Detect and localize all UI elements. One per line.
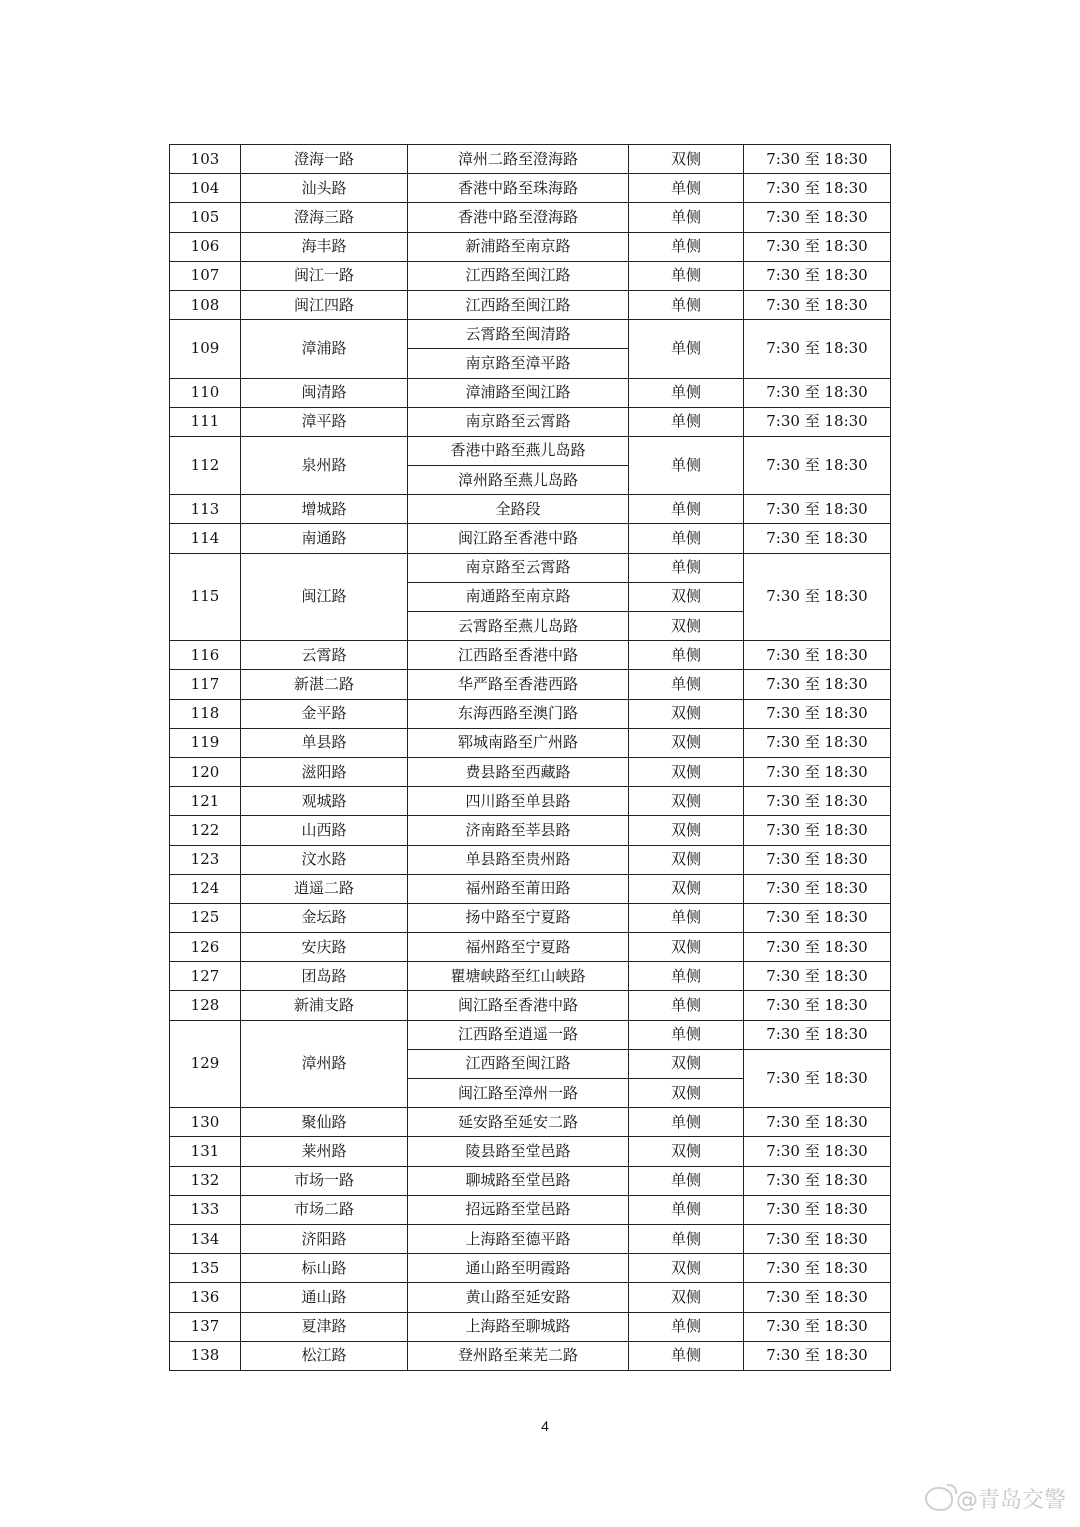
parking-side-cell: 单侧 bbox=[629, 962, 744, 991]
table-row bbox=[170, 874, 891, 903]
parking-side-cell: 双侧 bbox=[629, 933, 744, 962]
table-row bbox=[170, 524, 891, 553]
row-number-cell: 120 bbox=[170, 757, 241, 786]
time-window-cell: 7:30 至 18:30 bbox=[744, 145, 891, 174]
road-name-cell: 闽江四路 bbox=[241, 290, 408, 319]
parking-side-cell: 单侧 bbox=[629, 641, 744, 670]
table-row bbox=[170, 933, 891, 962]
time-window-cell: 7:30 至 18:30 bbox=[744, 1195, 891, 1224]
row-number-cell: 108 bbox=[170, 290, 241, 319]
no-parking-roads-table bbox=[169, 144, 891, 1371]
road-name-cell: 莱州路 bbox=[241, 1137, 408, 1166]
road-section-cell: 福州路至莆田路 bbox=[408, 874, 629, 903]
time-window-cell: 7:30 至 18:30 bbox=[744, 436, 891, 494]
table-body bbox=[170, 145, 891, 1371]
parking-side-cell: 单侧 bbox=[629, 174, 744, 203]
table-row bbox=[170, 962, 891, 991]
road-section-cell: 东海西路至澳门路 bbox=[408, 699, 629, 728]
road-section-cell: 江西路至逍遥一路 bbox=[408, 1020, 629, 1049]
road-name-cell: 团岛路 bbox=[241, 962, 408, 991]
row-number-cell: 105 bbox=[170, 203, 241, 232]
table-row bbox=[170, 1108, 891, 1137]
row-number-cell: 122 bbox=[170, 816, 241, 845]
page-number: 4 bbox=[541, 1418, 549, 1434]
time-window-cell: 7:30 至 18:30 bbox=[744, 553, 891, 641]
road-name-cell: 通山路 bbox=[241, 1283, 408, 1312]
table-row bbox=[170, 1020, 891, 1049]
table-row bbox=[170, 699, 891, 728]
time-window-cell: 7:30 至 18:30 bbox=[744, 670, 891, 699]
table-row bbox=[170, 203, 891, 232]
road-name-cell: 逍遥二路 bbox=[241, 874, 408, 903]
parking-side-cell: 双侧 bbox=[629, 874, 744, 903]
table-row bbox=[170, 903, 891, 932]
road-name-cell: 闽江一路 bbox=[241, 261, 408, 290]
parking-side-cell: 单侧 bbox=[629, 524, 744, 553]
table-row bbox=[170, 670, 891, 699]
parking-side-cell: 单侧 bbox=[629, 232, 744, 261]
road-section-cell: 云霄路至燕儿岛路 bbox=[408, 612, 629, 641]
road-name-cell: 市场一路 bbox=[241, 1166, 408, 1195]
table-row bbox=[170, 1312, 891, 1341]
time-window-cell: 7:30 至 18:30 bbox=[744, 320, 891, 378]
row-number-cell: 113 bbox=[170, 495, 241, 524]
road-name-cell: 观城路 bbox=[241, 787, 408, 816]
row-number-cell: 133 bbox=[170, 1195, 241, 1224]
road-name-cell: 澄海一路 bbox=[241, 145, 408, 174]
time-window-cell: 7:30 至 18:30 bbox=[744, 699, 891, 728]
table-row bbox=[170, 1254, 891, 1283]
row-number-cell: 112 bbox=[170, 436, 241, 494]
parking-side-cell: 单侧 bbox=[629, 1312, 744, 1341]
row-number-cell: 136 bbox=[170, 1283, 241, 1312]
row-number-cell: 111 bbox=[170, 407, 241, 436]
table-row bbox=[170, 290, 891, 319]
row-number-cell: 127 bbox=[170, 962, 241, 991]
parking-side-cell: 双侧 bbox=[629, 728, 744, 757]
row-number-cell: 114 bbox=[170, 524, 241, 553]
road-section-cell: 费县路至西藏路 bbox=[408, 757, 629, 786]
table-row bbox=[170, 1137, 891, 1166]
road-section-cell: 江西路至闽江路 bbox=[408, 1049, 629, 1078]
parking-side-cell: 单侧 bbox=[629, 495, 744, 524]
parking-side-cell: 单侧 bbox=[629, 553, 744, 582]
row-number-cell: 135 bbox=[170, 1254, 241, 1283]
road-section-cell: 郓城南路至广州路 bbox=[408, 728, 629, 757]
row-number-cell: 121 bbox=[170, 787, 241, 816]
time-window-cell: 7:30 至 18:30 bbox=[744, 874, 891, 903]
time-window-cell: 7:30 至 18:30 bbox=[744, 962, 891, 991]
road-section-cell: 江西路至闽江路 bbox=[408, 290, 629, 319]
road-name-cell: 闽江路 bbox=[241, 553, 408, 641]
road-name-cell: 漳平路 bbox=[241, 407, 408, 436]
road-section-cell: 单县路至贵州路 bbox=[408, 845, 629, 874]
table-row bbox=[170, 320, 891, 349]
road-name-cell: 泉州路 bbox=[241, 436, 408, 494]
road-name-cell: 夏津路 bbox=[241, 1312, 408, 1341]
road-section-cell: 聊城路至堂邑路 bbox=[408, 1166, 629, 1195]
parking-side-cell: 单侧 bbox=[629, 1108, 744, 1137]
table-row bbox=[170, 1166, 891, 1195]
road-section-cell: 上海路至聊城路 bbox=[408, 1312, 629, 1341]
table-row bbox=[170, 757, 891, 786]
time-window-cell: 7:30 至 18:30 bbox=[744, 1312, 891, 1341]
row-number-cell: 137 bbox=[170, 1312, 241, 1341]
road-section-cell: 香港中路至澄海路 bbox=[408, 203, 629, 232]
parking-side-cell: 单侧 bbox=[629, 670, 744, 699]
road-section-cell: 陵县路至堂邑路 bbox=[408, 1137, 629, 1166]
parking-side-cell: 双侧 bbox=[629, 757, 744, 786]
table-row bbox=[170, 1283, 891, 1312]
road-section-cell: 南通路至南京路 bbox=[408, 582, 629, 611]
time-window-cell: 7:30 至 18:30 bbox=[744, 816, 891, 845]
row-number-cell: 110 bbox=[170, 378, 241, 407]
table-row bbox=[170, 495, 891, 524]
road-section-cell: 闽江路至香港中路 bbox=[408, 524, 629, 553]
row-number-cell: 103 bbox=[170, 145, 241, 174]
time-window-cell: 7:30 至 18:30 bbox=[744, 933, 891, 962]
parking-side-cell: 双侧 bbox=[629, 845, 744, 874]
row-number-cell: 130 bbox=[170, 1108, 241, 1137]
road-section-cell: 瞿塘峡路至红山峡路 bbox=[408, 962, 629, 991]
row-number-cell: 118 bbox=[170, 699, 241, 728]
road-name-cell: 漳州路 bbox=[241, 1020, 408, 1108]
row-number-cell: 109 bbox=[170, 320, 241, 378]
row-number-cell: 129 bbox=[170, 1020, 241, 1108]
road-section-cell: 华严路至香港西路 bbox=[408, 670, 629, 699]
table-row bbox=[170, 232, 891, 261]
time-window-cell: 7:30 至 18:30 bbox=[744, 903, 891, 932]
road-section-cell: 江西路至香港中路 bbox=[408, 641, 629, 670]
table-row bbox=[170, 145, 891, 174]
road-section-cell: 全路段 bbox=[408, 495, 629, 524]
road-name-cell: 汕头路 bbox=[241, 174, 408, 203]
time-window-cell: 7:30 至 18:30 bbox=[744, 261, 891, 290]
row-number-cell: 138 bbox=[170, 1341, 241, 1370]
time-window-cell: 7:30 至 18:30 bbox=[744, 203, 891, 232]
road-name-cell: 滋阳路 bbox=[241, 757, 408, 786]
road-name-cell: 海丰路 bbox=[241, 232, 408, 261]
time-window-cell: 7:30 至 18:30 bbox=[744, 495, 891, 524]
table-row bbox=[170, 407, 891, 436]
time-window-cell: 7:30 至 18:30 bbox=[744, 174, 891, 203]
time-window-cell: 7:30 至 18:30 bbox=[744, 757, 891, 786]
road-section-cell: 上海路至德平路 bbox=[408, 1224, 629, 1253]
road-name-cell: 新浦支路 bbox=[241, 991, 408, 1020]
parking-side-cell: 双侧 bbox=[629, 582, 744, 611]
road-name-cell: 云霄路 bbox=[241, 641, 408, 670]
road-section-cell: 济南路至莘县路 bbox=[408, 816, 629, 845]
road-name-cell: 增城路 bbox=[241, 495, 408, 524]
row-number-cell: 126 bbox=[170, 933, 241, 962]
road-section-cell: 登州路至莱芜二路 bbox=[408, 1341, 629, 1370]
row-number-cell: 134 bbox=[170, 1224, 241, 1253]
table-row bbox=[170, 1341, 891, 1370]
table-row bbox=[170, 991, 891, 1020]
time-window-cell: 7:30 至 18:30 bbox=[744, 524, 891, 553]
road-section-cell: 四川路至单县路 bbox=[408, 787, 629, 816]
parking-side-cell: 单侧 bbox=[629, 1224, 744, 1253]
road-name-cell: 聚仙路 bbox=[241, 1108, 408, 1137]
time-window-cell: 7:30 至 18:30 bbox=[744, 1224, 891, 1253]
parking-side-cell: 单侧 bbox=[629, 903, 744, 932]
row-number-cell: 117 bbox=[170, 670, 241, 699]
road-name-cell: 单县路 bbox=[241, 728, 408, 757]
road-name-cell: 金坛路 bbox=[241, 903, 408, 932]
time-window-cell: 7:30 至 18:30 bbox=[744, 290, 891, 319]
row-number-cell: 116 bbox=[170, 641, 241, 670]
road-name-cell: 澄海三路 bbox=[241, 203, 408, 232]
road-section-cell: 香港中路至珠海路 bbox=[408, 174, 629, 203]
road-name-cell: 金平路 bbox=[241, 699, 408, 728]
row-number-cell: 123 bbox=[170, 845, 241, 874]
table-row bbox=[170, 787, 891, 816]
road-name-cell: 南通路 bbox=[241, 524, 408, 553]
road-section-cell: 闽江路至漳州一路 bbox=[408, 1079, 629, 1108]
row-number-cell: 106 bbox=[170, 232, 241, 261]
time-window-cell: 7:30 至 18:30 bbox=[744, 1341, 891, 1370]
parking-side-cell: 双侧 bbox=[629, 699, 744, 728]
time-window-cell: 7:30 至 18:30 bbox=[744, 1049, 891, 1107]
road-name-cell: 闽清路 bbox=[241, 378, 408, 407]
parking-side-cell: 单侧 bbox=[629, 261, 744, 290]
time-window-cell: 7:30 至 18:30 bbox=[744, 407, 891, 436]
time-window-cell: 7:30 至 18:30 bbox=[744, 728, 891, 757]
time-window-cell: 7:30 至 18:30 bbox=[744, 1137, 891, 1166]
row-number-cell: 131 bbox=[170, 1137, 241, 1166]
time-window-cell: 7:30 至 18:30 bbox=[744, 1020, 891, 1049]
time-window-cell: 7:30 至 18:30 bbox=[744, 991, 891, 1020]
table-row bbox=[170, 436, 891, 465]
row-number-cell: 104 bbox=[170, 174, 241, 203]
road-name-cell: 标山路 bbox=[241, 1254, 408, 1283]
parking-side-cell: 单侧 bbox=[629, 1195, 744, 1224]
road-name-cell: 汶水路 bbox=[241, 845, 408, 874]
road-section-cell: 闽江路至香港中路 bbox=[408, 991, 629, 1020]
road-section-cell: 黄山路至延安路 bbox=[408, 1283, 629, 1312]
weibo-icon bbox=[925, 1487, 953, 1511]
road-section-cell: 福州路至宁夏路 bbox=[408, 933, 629, 962]
watermark-text: @青岛交警 bbox=[955, 1488, 1066, 1513]
road-section-cell: 南京路至云霄路 bbox=[408, 407, 629, 436]
parking-side-cell: 双侧 bbox=[629, 612, 744, 641]
road-name-cell: 市场二路 bbox=[241, 1195, 408, 1224]
parking-side-cell: 单侧 bbox=[629, 378, 744, 407]
row-number-cell: 125 bbox=[170, 903, 241, 932]
row-number-cell: 128 bbox=[170, 991, 241, 1020]
row-number-cell: 107 bbox=[170, 261, 241, 290]
parking-side-cell: 双侧 bbox=[629, 1079, 744, 1108]
row-number-cell: 119 bbox=[170, 728, 241, 757]
road-section-cell: 漳州路至燕儿岛路 bbox=[408, 466, 629, 495]
row-number-cell: 115 bbox=[170, 553, 241, 641]
time-window-cell: 7:30 至 18:30 bbox=[744, 1108, 891, 1137]
table-row bbox=[170, 728, 891, 757]
table-row bbox=[170, 845, 891, 874]
road-name-cell: 新湛二路 bbox=[241, 670, 408, 699]
parking-side-cell: 单侧 bbox=[629, 436, 744, 494]
road-section-cell: 南京路至云霄路 bbox=[408, 553, 629, 582]
road-name-cell: 安庆路 bbox=[241, 933, 408, 962]
road-name-cell: 松江路 bbox=[241, 1341, 408, 1370]
parking-side-cell: 单侧 bbox=[629, 1166, 744, 1195]
parking-side-cell: 双侧 bbox=[629, 787, 744, 816]
parking-side-cell: 单侧 bbox=[629, 1020, 744, 1049]
table-row bbox=[170, 553, 891, 582]
road-section-cell: 延安路至延安二路 bbox=[408, 1108, 629, 1137]
time-window-cell: 7:30 至 18:30 bbox=[744, 641, 891, 670]
road-section-cell: 扬中路至宁夏路 bbox=[408, 903, 629, 932]
road-section-cell: 漳浦路至闽江路 bbox=[408, 378, 629, 407]
parking-side-cell: 双侧 bbox=[629, 1283, 744, 1312]
road-section-cell: 香港中路至燕儿岛路 bbox=[408, 436, 629, 465]
road-name-cell: 山西路 bbox=[241, 816, 408, 845]
parking-side-cell: 单侧 bbox=[629, 203, 744, 232]
time-window-cell: 7:30 至 18:30 bbox=[744, 1166, 891, 1195]
table-row bbox=[170, 1195, 891, 1224]
road-section-cell: 招远路至堂邑路 bbox=[408, 1195, 629, 1224]
time-window-cell: 7:30 至 18:30 bbox=[744, 787, 891, 816]
road-section-cell: 南京路至漳平路 bbox=[408, 349, 629, 378]
parking-side-cell: 单侧 bbox=[629, 407, 744, 436]
row-number-cell: 132 bbox=[170, 1166, 241, 1195]
weibo-watermark bbox=[925, 1483, 1066, 1514]
time-window-cell: 7:30 至 18:30 bbox=[744, 1254, 891, 1283]
parking-side-cell: 单侧 bbox=[629, 320, 744, 378]
road-section-cell: 新浦路至南京路 bbox=[408, 232, 629, 261]
parking-side-cell: 单侧 bbox=[629, 290, 744, 319]
parking-side-cell: 单侧 bbox=[629, 1341, 744, 1370]
parking-side-cell: 单侧 bbox=[629, 991, 744, 1020]
table-row bbox=[170, 816, 891, 845]
parking-side-cell: 双侧 bbox=[629, 1137, 744, 1166]
row-number-cell: 124 bbox=[170, 874, 241, 903]
parking-side-cell: 双侧 bbox=[629, 1049, 744, 1078]
time-window-cell: 7:30 至 18:30 bbox=[744, 1283, 891, 1312]
road-section-cell: 江西路至闽江路 bbox=[408, 261, 629, 290]
parking-side-cell: 双侧 bbox=[629, 1254, 744, 1283]
road-section-cell: 通山路至明霞路 bbox=[408, 1254, 629, 1283]
table-row bbox=[170, 261, 891, 290]
time-window-cell: 7:30 至 18:30 bbox=[744, 378, 891, 407]
parking-side-cell: 双侧 bbox=[629, 816, 744, 845]
table-row bbox=[170, 174, 891, 203]
road-name-cell: 漳浦路 bbox=[241, 320, 408, 378]
road-section-cell: 云霄路至闽清路 bbox=[408, 320, 629, 349]
table-row bbox=[170, 641, 891, 670]
road-section-cell: 漳州二路至澄海路 bbox=[408, 145, 629, 174]
time-window-cell: 7:30 至 18:30 bbox=[744, 845, 891, 874]
parking-side-cell: 双侧 bbox=[629, 145, 744, 174]
time-window-cell: 7:30 至 18:30 bbox=[744, 232, 891, 261]
road-name-cell: 济阳路 bbox=[241, 1224, 408, 1253]
table-row bbox=[170, 1224, 891, 1253]
table-row bbox=[170, 378, 891, 407]
